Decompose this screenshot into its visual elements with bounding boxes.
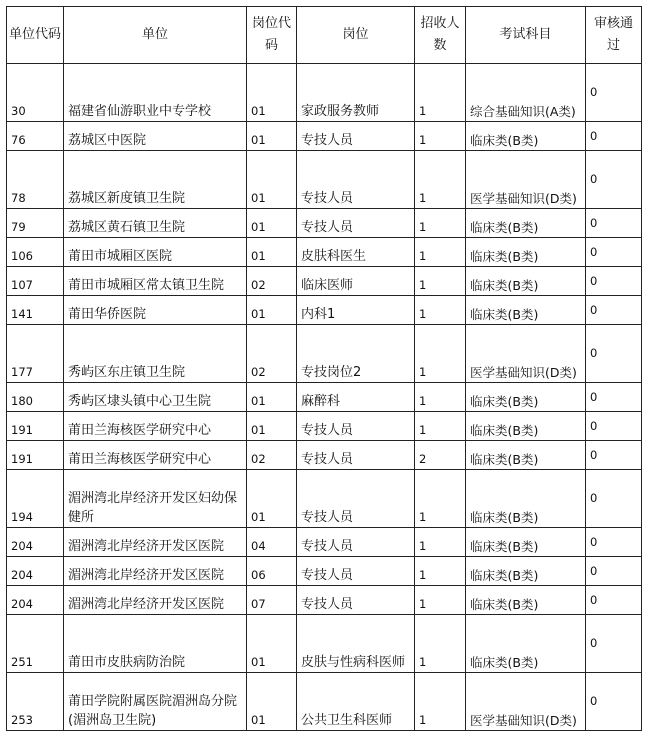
cell-post-code: 02 <box>247 267 297 296</box>
header-post-code: 岗位代码 <box>247 7 297 64</box>
cell-unit: 莆田兰海核医学研究中心 <box>64 441 247 470</box>
cell-unit: 荔城区黄石镇卫生院 <box>64 209 247 238</box>
header-unit: 单位 <box>64 7 247 64</box>
cell-unit-code: 191 <box>7 441 64 470</box>
cell-unit-code: 204 <box>7 557 64 586</box>
header-recruit-count: 招收人数 <box>415 7 466 64</box>
cell-exam-subject: 临床类(B类) <box>466 412 586 441</box>
cell-exam-subject: 临床类(B类) <box>466 209 586 238</box>
cell-review-passed: 0 <box>586 209 642 238</box>
cell-recruit-count: 1 <box>415 586 466 615</box>
cell-unit-code: 78 <box>7 151 64 209</box>
cell-exam-subject: 临床类(B类) <box>466 615 586 673</box>
cell-recruit-count: 1 <box>415 557 466 586</box>
header-unit-code: 单位代码 <box>7 7 64 64</box>
cell-exam-subject: 临床类(B类) <box>466 557 586 586</box>
header-review-passed: 审核通过 <box>586 7 642 64</box>
header-post: 岗位 <box>297 7 415 64</box>
cell-review-passed: 0 <box>586 64 642 122</box>
cell-recruit-count: 2 <box>415 441 466 470</box>
table-row <box>7 412 642 441</box>
cell-recruit-count: 1 <box>415 528 466 557</box>
cell-post-code: 07 <box>247 586 297 615</box>
cell-post-code: 04 <box>247 528 297 557</box>
header-exam-subject: 考试科目 <box>466 7 586 64</box>
cell-review-passed: 0 <box>586 673 642 731</box>
cell-recruit-count: 1 <box>415 209 466 238</box>
table-row <box>7 470 642 528</box>
cell-review-passed: 0 <box>586 325 642 383</box>
cell-post: 专技人员 <box>297 441 415 470</box>
cell-post: 专技人员 <box>297 557 415 586</box>
cell-post-code: 02 <box>247 325 297 383</box>
cell-exam-subject: 临床类(B类) <box>466 586 586 615</box>
cell-exam-subject: 临床类(B类) <box>466 441 586 470</box>
cell-exam-subject: 临床类(B类) <box>466 296 586 325</box>
cell-post-code: 06 <box>247 557 297 586</box>
cell-unit: 莆田华侨医院 <box>64 296 247 325</box>
cell-exam-subject: 临床类(B类) <box>466 528 586 557</box>
table-header-row <box>7 7 642 64</box>
cell-post: 公共卫生科医师 <box>297 673 415 731</box>
cell-unit: 莆田兰海核医学研究中心 <box>64 412 247 441</box>
cell-post-code: 01 <box>247 615 297 673</box>
cell-unit-code: 191 <box>7 412 64 441</box>
cell-unit-code: 177 <box>7 325 64 383</box>
cell-unit: 莆田市皮肤病防治院 <box>64 615 247 673</box>
cell-recruit-count: 1 <box>415 383 466 412</box>
table-row <box>7 209 642 238</box>
table-row <box>7 586 642 615</box>
cell-post: 皮肤科医生 <box>297 238 415 267</box>
cell-unit-code: 180 <box>7 383 64 412</box>
cell-unit: 福建省仙游职业中专学校 <box>64 64 247 122</box>
cell-recruit-count: 1 <box>415 615 466 673</box>
cell-post: 专技人员 <box>297 586 415 615</box>
cell-unit-code: 107 <box>7 267 64 296</box>
cell-review-passed: 0 <box>586 470 642 528</box>
cell-post: 皮肤与性病科医师 <box>297 615 415 673</box>
cell-post: 专技人员 <box>297 151 415 209</box>
cell-unit-code: 79 <box>7 209 64 238</box>
recruitment-table <box>6 6 642 731</box>
cell-post: 家政服务教师 <box>297 64 415 122</box>
cell-recruit-count: 1 <box>415 325 466 383</box>
cell-review-passed: 0 <box>586 412 642 441</box>
cell-review-passed: 0 <box>586 122 642 151</box>
cell-unit-code: 194 <box>7 470 64 528</box>
cell-unit: 湄洲湾北岸经济开发区医院 <box>64 586 247 615</box>
cell-unit-code: 253 <box>7 673 64 731</box>
table-row <box>7 325 642 383</box>
cell-unit-code: 204 <box>7 586 64 615</box>
cell-unit: 秀屿区埭头镇中心卫生院 <box>64 383 247 412</box>
cell-exam-subject: 综合基础知识(A类) <box>466 64 586 122</box>
cell-recruit-count: 1 <box>415 122 466 151</box>
cell-review-passed: 0 <box>586 441 642 470</box>
cell-exam-subject: 医学基础知识(D类) <box>466 673 586 731</box>
cell-exam-subject: 临床类(B类) <box>466 470 586 528</box>
cell-post: 专技人员 <box>297 209 415 238</box>
cell-unit: 荔城区中医院 <box>64 122 247 151</box>
table-row <box>7 238 642 267</box>
cell-unit-code: 30 <box>7 64 64 122</box>
cell-review-passed: 0 <box>586 267 642 296</box>
cell-recruit-count: 1 <box>415 238 466 267</box>
cell-post: 内科1 <box>297 296 415 325</box>
cell-recruit-count: 1 <box>415 151 466 209</box>
cell-post-code: 01 <box>247 296 297 325</box>
cell-post: 专技岗位2 <box>297 325 415 383</box>
cell-post-code: 01 <box>247 122 297 151</box>
table-row <box>7 151 642 209</box>
cell-unit: 荔城区新度镇卫生院 <box>64 151 247 209</box>
table-row <box>7 122 642 151</box>
cell-unit: 湄洲湾北岸经济开发区妇幼保健所 <box>64 470 247 528</box>
cell-unit: 秀屿区东庄镇卫生院 <box>64 325 247 383</box>
cell-review-passed: 0 <box>586 383 642 412</box>
cell-review-passed: 0 <box>586 615 642 673</box>
cell-exam-subject: 医学基础知识(D类) <box>466 151 586 209</box>
cell-post: 专技人员 <box>297 412 415 441</box>
cell-unit-code: 141 <box>7 296 64 325</box>
cell-exam-subject: 临床类(B类) <box>466 122 586 151</box>
cell-unit: 湄洲湾北岸经济开发区医院 <box>64 557 247 586</box>
cell-post: 专技人员 <box>297 470 415 528</box>
cell-unit-code: 106 <box>7 238 64 267</box>
cell-post-code: 01 <box>247 64 297 122</box>
table-row <box>7 267 642 296</box>
table-row <box>7 615 642 673</box>
cell-unit: 莆田学院附属医院湄洲岛分院(湄洲岛卫生院) <box>64 673 247 731</box>
table-row <box>7 441 642 470</box>
cell-post-code: 01 <box>247 412 297 441</box>
cell-unit: 莆田市城厢区医院 <box>64 238 247 267</box>
cell-exam-subject: 临床类(B类) <box>466 383 586 412</box>
cell-review-passed: 0 <box>586 586 642 615</box>
cell-recruit-count: 1 <box>415 64 466 122</box>
cell-post-code: 01 <box>247 383 297 412</box>
cell-post: 专技人员 <box>297 528 415 557</box>
cell-unit-code: 251 <box>7 615 64 673</box>
table-row <box>7 528 642 557</box>
cell-post: 临床医师 <box>297 267 415 296</box>
cell-recruit-count: 1 <box>415 470 466 528</box>
cell-exam-subject: 医学基础知识(D类) <box>466 325 586 383</box>
table-row <box>7 673 642 731</box>
cell-exam-subject: 临床类(B类) <box>466 267 586 296</box>
cell-unit: 湄洲湾北岸经济开发区医院 <box>64 528 247 557</box>
table-row <box>7 383 642 412</box>
cell-recruit-count: 1 <box>415 412 466 441</box>
cell-post-code: 01 <box>247 673 297 731</box>
cell-post: 专技人员 <box>297 122 415 151</box>
table-row <box>7 64 642 122</box>
cell-post: 麻醉科 <box>297 383 415 412</box>
cell-recruit-count: 1 <box>415 296 466 325</box>
cell-post-code: 01 <box>247 151 297 209</box>
cell-post-code: 01 <box>247 238 297 267</box>
table-row <box>7 557 642 586</box>
cell-unit: 莆田市城厢区常太镇卫生院 <box>64 267 247 296</box>
cell-unit-code: 76 <box>7 122 64 151</box>
cell-review-passed: 0 <box>586 151 642 209</box>
cell-post-code: 01 <box>247 470 297 528</box>
cell-unit-code: 204 <box>7 528 64 557</box>
cell-review-passed: 0 <box>586 238 642 267</box>
cell-recruit-count: 1 <box>415 673 466 731</box>
table-row <box>7 296 642 325</box>
cell-post-code: 02 <box>247 441 297 470</box>
cell-review-passed: 0 <box>586 557 642 586</box>
cell-post-code: 01 <box>247 209 297 238</box>
cell-review-passed: 0 <box>586 296 642 325</box>
cell-recruit-count: 1 <box>415 267 466 296</box>
cell-review-passed: 0 <box>586 528 642 557</box>
cell-exam-subject: 临床类(B类) <box>466 238 586 267</box>
